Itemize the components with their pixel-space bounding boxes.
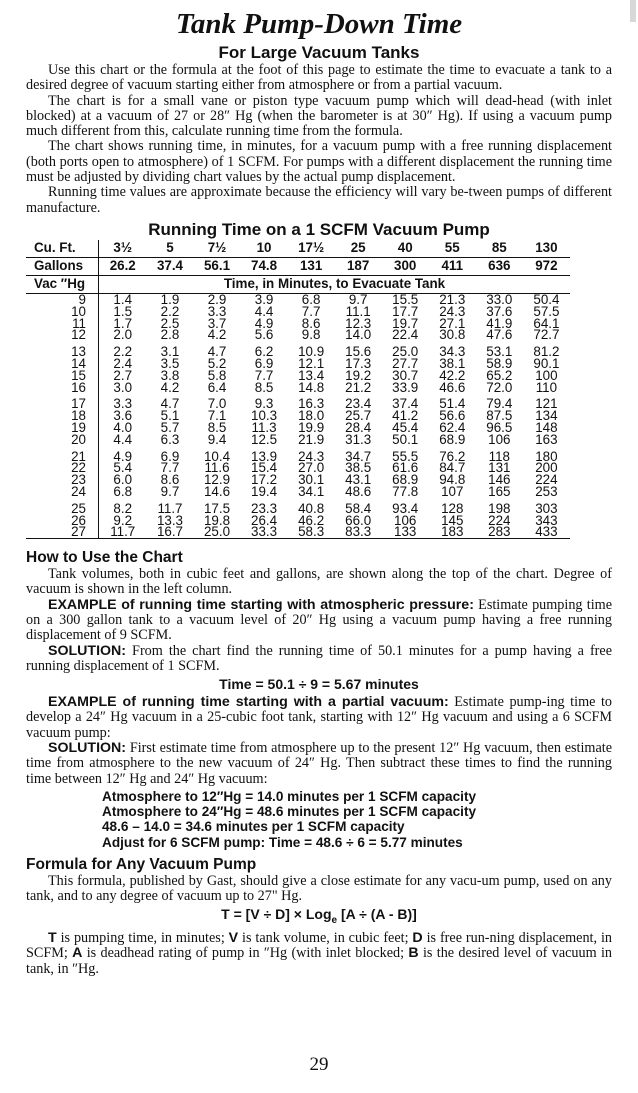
time-cell: 33.9	[392, 379, 419, 395]
def-b-text: is the desired level of vacuum in tank, in ″Hg.	[26, 945, 612, 977]
time-cell: 19.4	[251, 483, 278, 499]
vacuum-cell: 10	[26, 306, 99, 318]
time-cell: 30.8	[439, 327, 466, 343]
time-cell: 9.2	[113, 512, 133, 528]
time-cell: 13.3	[156, 512, 183, 528]
time-cell: 84.7	[439, 460, 466, 476]
time-cell: 56.6	[439, 408, 466, 424]
vacuum-cell: 25	[26, 500, 99, 515]
time-cell: 9.7	[348, 291, 368, 307]
time-cell: 41.9	[486, 315, 513, 331]
time-cell: 4.9	[113, 448, 133, 464]
solution-1-text: From the chart find the running time of 50.1 minutes for a pump having a free running displacement of 1 SCFM.	[26, 642, 612, 674]
time-cell: 17.2	[251, 472, 278, 488]
time-cell: 1.5	[113, 303, 133, 319]
time-cell: 23.3	[251, 500, 278, 516]
how-to-paragraph: Tank volumes, both in cubic feet and gallons, are shown along the top of the chart. Degree of vacuum is shown in the left column.	[26, 566, 612, 598]
time-cell: 40.8	[298, 500, 325, 516]
time-cell: 19.7	[392, 315, 419, 331]
time-cell: 68.9	[392, 472, 419, 488]
vacuum-cell: 11	[26, 318, 99, 330]
time-cell: 4.4	[113, 431, 133, 447]
time-cell: 15.4	[251, 460, 278, 476]
time-cell: 183	[429, 526, 476, 538]
time-cell: 48.6	[345, 483, 372, 499]
time-cell: 224	[535, 472, 558, 488]
time-cell: 17.5	[203, 500, 231, 516]
def-t-text: is pumping time, in minutes;	[56, 930, 229, 947]
cuft-cell: 55	[429, 240, 476, 258]
time-cell: 25.0	[194, 526, 241, 538]
time-cell: 77.8	[392, 483, 419, 499]
how-to-text	[26, 567, 612, 674]
time-cell: 6.3	[160, 431, 180, 447]
calc-line: Atmosphere to 12″Hg = 14.0 minutes per 1 SCFM capacity	[102, 788, 477, 804]
formula-heading: Formula for Any Vacuum Pump	[26, 855, 257, 873]
time-cell: 83.3	[335, 526, 382, 538]
time-cell: 50.1	[392, 431, 419, 447]
time-cell: 64.1	[533, 315, 560, 331]
intro-paragraph: Use this chart or the formula at the foot of this page to estimate the time to evacuate a tank to a desired degree of vacuum starting either from atmosphere or from a partial vacuum.	[26, 62, 612, 94]
time-cell: 34.3	[439, 344, 466, 360]
time-cell: 27.0	[298, 460, 325, 476]
time-cell: 148	[535, 419, 558, 435]
time-cell: 50.4	[533, 291, 560, 307]
time-cell: 4.4	[254, 303, 274, 319]
time-cell: 96.5	[486, 419, 513, 435]
time-cell: 7.1	[207, 408, 227, 424]
time-cell: 21.9	[298, 431, 325, 447]
page-title: Tank Pump-Down Time	[175, 8, 463, 40]
time-cell: 72.0	[486, 379, 513, 395]
example-1-paragraph	[26, 598, 612, 644]
time-cell: 25.7	[345, 408, 372, 424]
cuft-cell: 130	[523, 240, 570, 258]
vacuum-cell: 9	[26, 293, 99, 305]
table-row	[26, 486, 570, 500]
example-2-paragraph	[26, 695, 612, 741]
time-cell: 19.9	[298, 419, 325, 435]
gallons-cell: 300	[382, 257, 429, 275]
def-b-symbol: B	[408, 945, 419, 962]
vacuum-cell: 24	[26, 486, 99, 500]
time-cell: 283	[476, 526, 523, 538]
time-cell: 3.7	[207, 315, 227, 331]
gallons-cell: 187	[335, 257, 382, 275]
time-cell: 16.7	[146, 526, 193, 538]
time-cell: 9.8	[301, 327, 321, 343]
vacuum-cell: 16	[26, 382, 99, 396]
time-cell: 131	[488, 460, 511, 476]
time-cell: 100	[535, 367, 558, 383]
time-cell: 68.9	[439, 431, 466, 447]
cuft-cell: 85	[476, 240, 523, 258]
calculation-block	[102, 789, 638, 850]
time-cell: 58.4	[345, 500, 372, 516]
calc-line: Adjust for 6 SCFM pump: Time = 48.6 ÷ 6 = 5.77 minutes	[102, 834, 463, 850]
time-cell: 6.8	[301, 291, 321, 307]
gallons-cell: 972	[523, 257, 570, 275]
time-cell: 106	[488, 431, 511, 447]
time-cell: 53.1	[486, 344, 513, 360]
time-cell: 27.1	[439, 315, 466, 331]
time-cell: 133	[382, 526, 429, 538]
time-cell: 9.3	[254, 396, 274, 412]
formula-text	[26, 874, 612, 905]
time-cell: 15.6	[345, 344, 372, 360]
time-cell: 2.4	[113, 355, 133, 371]
time-cell: 2.2	[113, 344, 133, 360]
time-cell: 3.9	[254, 291, 274, 307]
vacuum-cell: 26	[26, 515, 99, 527]
example-2-text	[26, 695, 612, 787]
time-cell: 303	[535, 500, 558, 516]
time-cell: 81.2	[533, 344, 560, 360]
time-cell: 128	[441, 500, 464, 516]
how-to-heading: How to Use the Chart	[26, 549, 183, 567]
time-cell: 3.1	[160, 344, 180, 360]
time-cell: 47.6	[486, 327, 513, 343]
time-cell: 38.5	[345, 460, 372, 476]
time-cell: 10.3	[251, 408, 278, 424]
vacuum-cell: 18	[26, 410, 99, 422]
time-cell: 12.5	[251, 431, 278, 447]
time-cell: 10.9	[298, 344, 325, 360]
time-cell: 46.6	[439, 379, 466, 395]
time-cell: 4.2	[160, 379, 180, 395]
time-cell: 3.8	[160, 367, 180, 383]
gallons-cell: 74.8	[241, 257, 288, 275]
time-cell: 25.0	[392, 344, 419, 360]
time-cell: 343	[535, 512, 558, 528]
time-cell: 7.7	[254, 367, 274, 383]
time-cell: 13.4	[298, 367, 325, 383]
time-cell: 42.2	[439, 367, 466, 383]
vacuum-cell: 23	[26, 474, 99, 486]
time-cell: 38.1	[439, 355, 466, 371]
vacuum-cell: 12	[26, 329, 99, 343]
time-cell: 11.7	[157, 500, 183, 516]
time-cell: 34.7	[345, 448, 372, 464]
example-2-label: EXAMPLE of running time starting with a partial vacuum:	[48, 694, 449, 711]
time-cell: 12.3	[345, 315, 372, 331]
page-edge-mark	[630, 0, 636, 22]
time-cell: 12.1	[298, 355, 325, 371]
time-cell: 6.0	[113, 472, 133, 488]
vacuum-cell: 27	[26, 526, 99, 538]
time-cell: 8.6	[301, 315, 321, 331]
time-cell: 31.3	[345, 431, 372, 447]
formula-equation	[0, 906, 638, 929]
time-cell: 5.2	[207, 355, 227, 371]
page-subtitle: For Large Vacuum Tanks	[218, 43, 420, 62]
vacuum-cell: 19	[26, 422, 99, 434]
time-cell: 5.4	[113, 460, 133, 476]
time-cell: 33.3	[241, 526, 288, 538]
time-label: Time, in Minutes, to Evacuate Tank	[99, 275, 571, 293]
time-cell: 11.1	[345, 303, 371, 319]
time-cell: 165	[488, 483, 511, 499]
def-v-text: is tank volume, in cubic feet;	[238, 930, 413, 947]
time-cell: 28.4	[345, 419, 372, 435]
time-cell: 41.2	[392, 408, 419, 424]
time-cell: 4.0	[113, 419, 133, 435]
time-cell: 3.6	[113, 408, 133, 424]
vacuum-cell: 20	[26, 434, 99, 448]
vacuum-cell: 21	[26, 448, 99, 463]
def-v-symbol: V	[228, 930, 239, 947]
time-cell: 37.4	[392, 396, 419, 412]
time-cell: 46.2	[298, 512, 325, 528]
intro-paragraph: The chart is for a small vane or piston type vacuum pump which will dead-head (with inlet blocked) at a vacuum of 27 or 28″ Hg (when the barometer is at 30″ Hg). If using a vacuum pump much different from this, calculate running time from the formula.	[26, 92, 612, 140]
time-cell: 180	[535, 448, 558, 464]
time-cell: 2.7	[113, 367, 133, 383]
vacuum-cell: 14	[26, 358, 99, 370]
time-cell: 121	[535, 396, 558, 412]
calc-line: 48.6 – 14.0 = 34.6 minutes per 1 SCFM capacity	[102, 819, 405, 835]
time-cell: 45.4	[392, 419, 419, 435]
time-cell: 22.4	[392, 327, 419, 343]
running-time-table	[26, 240, 570, 539]
time-cell: 14.8	[298, 379, 325, 395]
time-cell: 79.4	[486, 396, 513, 412]
time-cell: 14.6	[203, 483, 231, 499]
gallons-cell: 56.1	[194, 257, 241, 275]
time-cell: 51.4	[439, 396, 466, 412]
time-cell: 66.0	[345, 512, 372, 528]
gallons-cell: 636	[476, 257, 523, 275]
cuft-cell: 25	[335, 240, 382, 258]
time-cell: 58.3	[288, 526, 335, 538]
intro-paragraph: Running time values are approximate because the efficiency will vary be-tween pumps of different manufacture.	[26, 184, 612, 216]
time-cell: 1.9	[160, 291, 180, 307]
time-cell: 5.1	[160, 408, 180, 424]
time-cell: 163	[535, 431, 558, 447]
vacuum-cell: 22	[26, 462, 99, 474]
def-d-symbol: D	[412, 930, 423, 947]
time-cell: 90.1	[533, 355, 560, 371]
time-cell: 9.7	[160, 483, 180, 499]
vacuum-cell: 13	[26, 343, 99, 358]
time-cell: 43.1	[345, 472, 372, 488]
time-cell: 6.4	[207, 379, 227, 395]
time-cell: 11.6	[204, 460, 230, 476]
time-cell: 4.7	[207, 344, 227, 360]
time-cell: 4.7	[160, 396, 180, 412]
vacuum-cell: 17	[26, 395, 99, 410]
solution-1-paragraph	[26, 644, 612, 675]
gallons-header-row	[26, 257, 570, 275]
time-cell: 61.6	[392, 460, 419, 476]
time-cell: 87.5	[486, 408, 513, 424]
time-cell: 15.5	[392, 291, 419, 307]
definitions-paragraph	[26, 931, 612, 977]
time-cell: 3.3	[113, 396, 133, 412]
table-row	[26, 526, 570, 538]
time-cell: 106	[394, 512, 417, 528]
time-cell: 2.0	[113, 327, 133, 343]
time-cell: 9.4	[207, 431, 227, 447]
time-cell: 2.5	[160, 315, 180, 331]
time-cell: 16.3	[298, 396, 325, 412]
time-cell: 1.7	[113, 315, 133, 331]
table-row	[26, 434, 570, 448]
time-cell: 3.5	[160, 355, 180, 371]
time-cell: 8.5	[207, 419, 227, 435]
time-cell: 30.7	[392, 367, 419, 383]
time-cell: 7.7	[160, 460, 180, 476]
def-a-symbol: A	[72, 945, 83, 962]
time-cell: 5.8	[207, 367, 227, 383]
time-cell: 26.4	[251, 512, 278, 528]
time-cell: 10.4	[203, 448, 231, 464]
time-cell: 110	[535, 379, 558, 395]
time-cell: 33.0	[486, 291, 513, 307]
time-cell: 58.9	[486, 355, 513, 371]
time-cell: 24.3	[439, 303, 466, 319]
time-cell: 2.8	[160, 327, 180, 343]
time-cell: 19.2	[345, 367, 372, 383]
time-cell: 93.4	[392, 500, 419, 516]
example-1-text: Estimate pumping time on a 300 gallon tank to a vacuum level of 20″ Hg using a vacuum pump having a free running displacement of 9 SCFM.	[26, 596, 612, 644]
time-cell: 65.2	[486, 367, 513, 383]
time-cell: 21.3	[439, 291, 466, 307]
time-cell: 18.0	[298, 408, 325, 424]
calc-line: Atmosphere to 24″Hg = 48.6 minutes per 1 SCFM capacity	[102, 804, 477, 820]
time-cell: 6.9	[254, 355, 274, 371]
time-cell: 12.9	[203, 472, 231, 488]
time-cell: 8.2	[113, 500, 133, 516]
time-cell: 11.7	[99, 526, 147, 538]
cuft-cell: 7½	[194, 240, 241, 258]
time-cell: 23.4	[345, 396, 372, 412]
time-cell: 4.2	[207, 327, 227, 343]
solution-2-paragraph	[26, 741, 612, 787]
time-cell: 3.0	[113, 379, 133, 395]
table-row	[26, 329, 570, 343]
time-cell: 17.7	[392, 303, 419, 319]
time-cell: 34.1	[298, 483, 325, 499]
table-title: Running Time on a 1 SCFM Vacuum Pump	[148, 219, 490, 239]
time-cell: 118	[488, 448, 510, 464]
solution-2-label: SOLUTION:	[48, 740, 127, 757]
time-cell: 55.5	[392, 448, 419, 464]
time-cell: 94.8	[439, 472, 466, 488]
time-cell: 198	[488, 500, 511, 516]
cuft-header-row	[26, 240, 570, 258]
time-cell: 27.7	[392, 355, 419, 371]
def-d-text: is free run-ning displacement, in SCFM;	[26, 930, 612, 962]
gallons-cell: 26.2	[99, 257, 147, 275]
cuft-cell: 10	[241, 240, 288, 258]
cuft-cell: 40	[382, 240, 429, 258]
solution-1-label: SOLUTION:	[48, 642, 127, 659]
time-cell: 107	[441, 483, 464, 499]
cuft-label: Cu. Ft.	[26, 240, 99, 258]
time-cell: 224	[488, 512, 511, 528]
gallons-cell: 131	[288, 257, 335, 275]
time-cell: 253	[535, 483, 558, 499]
time-cell: 7.0	[207, 396, 227, 412]
cuft-cell: 5	[146, 240, 193, 258]
time-cell: 433	[523, 526, 570, 538]
time-cell: 30.1	[298, 472, 325, 488]
time-cell: 17.3	[345, 355, 372, 371]
formula-equation-part: [A ÷ (A - B)]	[337, 906, 417, 923]
time-cell: 3.3	[207, 303, 227, 319]
def-t-symbol: T	[48, 930, 57, 947]
example-1-label: EXAMPLE of running time starting with atmospheric pressure:	[48, 596, 474, 613]
time-cell: 1.4	[113, 291, 133, 307]
cuft-cell: 17½	[288, 240, 335, 258]
solution-2-text: First estimate time from atmosphere up to the present 12″ Hg vacuum, then estimate time from atmosphere to the new vacuum of 24″ Hg. Then subtract these times to find the running time between 12″ Hg and 24″ Hg vacuum:	[26, 740, 612, 787]
page-number: 29	[309, 1054, 329, 1075]
gallons-cell: 411	[429, 257, 476, 275]
equation-1: Time = 50.1 ÷ 9 = 5.67 minutes	[219, 676, 419, 693]
formula-definitions	[26, 931, 612, 977]
time-cell: 13.9	[251, 448, 278, 464]
time-cell: 19.8	[203, 512, 231, 528]
time-cell: 21.2	[345, 379, 372, 395]
gallons-cell: 37.4	[146, 257, 193, 275]
time-cell: 7.7	[301, 303, 321, 319]
formula-paragraph: This formula, published by Gast, should give a close estimate for any vacu-um pump, used on any tank, and to any degree of vacuum up to 27" Hg.	[26, 872, 612, 905]
time-cell: 8.5	[254, 379, 274, 395]
time-cell: 145	[441, 512, 464, 528]
def-a-text: is deadhead rating of pump in ″Hg (with inlet blocked;	[82, 945, 409, 962]
time-cell: 11.3	[251, 419, 277, 435]
intro-paragraph: The chart shows running time, in minutes, for a vacuum pump with a free running displacement (both ports open to atmosphere) of 1 SCFM. For pumps with a different displacement the running time must be adjusted by dividing chart values by the actual pump displacement.	[26, 138, 612, 186]
time-cell: 5.6	[254, 327, 274, 343]
vacuum-label: Vac ″Hg	[26, 275, 99, 293]
intro-text	[26, 63, 612, 216]
table-row	[26, 382, 570, 396]
time-cell: 76.2	[439, 448, 466, 464]
example-2-text: Estimate pump-ing time to develop a 24″ Hg vacuum in a 25-cubic foot tank, starting with 12″ Hg vacuum and using a 6 SCFM vacuum pump:	[26, 694, 612, 741]
time-cell: 8.6	[160, 472, 180, 488]
formula-equation-part: T = [V ÷ D] × Log	[221, 906, 332, 923]
gallons-label: Gallons	[26, 257, 99, 275]
time-cell: 146	[488, 472, 511, 488]
time-cell: 72.7	[533, 327, 560, 343]
cuft-cell: 3½	[99, 240, 147, 258]
vacuum-cell: 15	[26, 370, 99, 382]
time-cell: 5.7	[160, 419, 180, 435]
time-cell: 6.2	[254, 344, 274, 360]
time-cell: 6.9	[160, 448, 180, 464]
time-cell: 14.0	[345, 327, 372, 343]
time-cell: 4.9	[254, 315, 274, 331]
time-cell: 2.9	[207, 291, 227, 307]
time-cell: 6.8	[113, 483, 133, 499]
time-cell: 62.4	[439, 419, 466, 435]
time-cell: 57.5	[533, 303, 560, 319]
time-cell: 134	[535, 408, 558, 424]
formula-log-base: e	[331, 915, 338, 927]
time-cell: 24.3	[298, 448, 325, 464]
vacuum-header-row	[26, 275, 570, 293]
time-cell: 37.6	[486, 303, 513, 319]
time-cell: 200	[535, 460, 558, 476]
table-body	[26, 293, 570, 538]
time-cell: 2.2	[160, 303, 180, 319]
